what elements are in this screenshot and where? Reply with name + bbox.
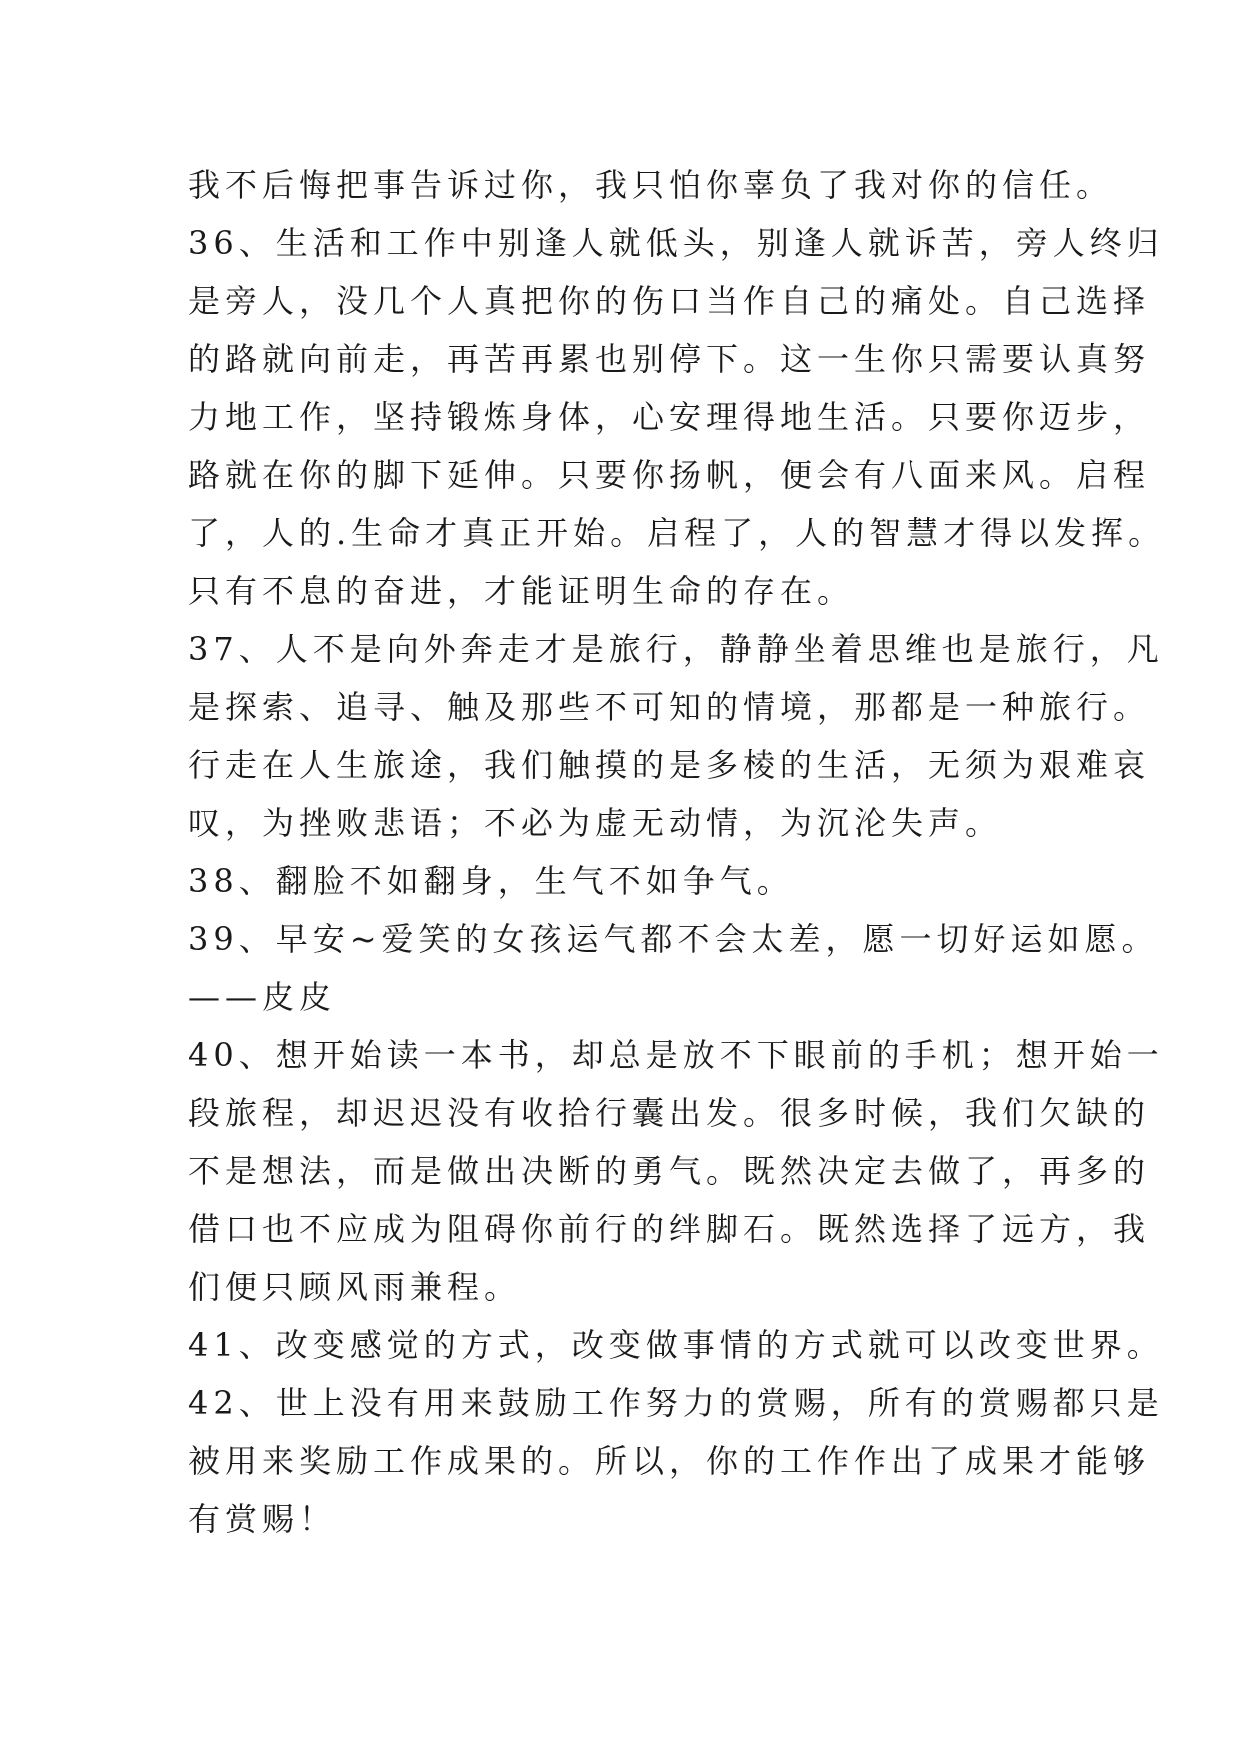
text-line: 路就在你的脚下延伸。只要你扬帆，便会有八面来风。启程	[188, 456, 1151, 494]
text-line: 了，人的.生命才真正开始。启程了，人的智慧才得以发挥。	[188, 514, 1166, 552]
text-line: ——皮皮	[188, 978, 337, 1016]
text-line: 42、世上没有用来鼓励工作努力的赏赐，所有的赏赐都只是	[188, 1384, 1164, 1422]
text-line: 41、改变感觉的方式，改变做事情的方式就可以改变世界。	[188, 1326, 1164, 1364]
text-line: 37、人不是向外奔走才是旅行，静静坐着思维也是旅行，凡	[188, 630, 1164, 668]
text-line: 被用来奖励工作成果的。所以，你的工作作出了成果才能够	[188, 1442, 1151, 1480]
text-line: 38、翻脸不如翻身，生气不如争气。	[188, 862, 794, 900]
text-line: 不是想法，而是做出决断的勇气。既然决定去做了，再多的	[188, 1152, 1151, 1190]
text-line: 们便只顾风雨兼程。	[188, 1268, 522, 1306]
text-line: 力地工作，坚持锻炼身体，心安理得地生活。只要你迈步，	[188, 398, 1151, 436]
text-line: 段旅程，却迟迟没有收拾行囊出发。很多时候，我们欠缺的	[188, 1094, 1151, 1132]
text-line: 40、想开始读一本书，却总是放不下眼前的手机；想开始一	[188, 1036, 1164, 1074]
text-line: 叹，为挫败悲语；不必为虚无动情，为沉沦失声。	[188, 804, 1003, 842]
text-line: 只有不息的奋进，才能证明生命的存在。	[188, 572, 855, 610]
text-line: 的路就向前走，再苦再累也别停下。这一生你只需要认真努	[188, 340, 1151, 378]
document-body	[188, 156, 1166, 1548]
text-line: 我不后悔把事告诉过你，我只怕你辜负了我对你的信任。	[188, 166, 1114, 204]
text-line: 借口也不应成为阻碍你前行的绊脚石。既然选择了远方，我	[188, 1210, 1151, 1248]
text-line: 36、生活和工作中别逢人就低头，别逢人就诉苦，旁人终归	[188, 224, 1164, 262]
text-line: 有赏赐！	[188, 1500, 337, 1538]
text-line: 是旁人，没几个人真把你的伤口当作自己的痛处。自己选择	[188, 282, 1151, 320]
text-line: 行走在人生旅途，我们触摸的是多棱的生活，无须为艰难哀	[188, 746, 1151, 784]
text-line: 39、早安~爱笑的女孩运气都不会太差，愿一切好运如愿。	[188, 920, 1159, 958]
text-line: 是探索、追寻、触及那些不可知的情境，那都是一种旅行。	[188, 688, 1151, 726]
